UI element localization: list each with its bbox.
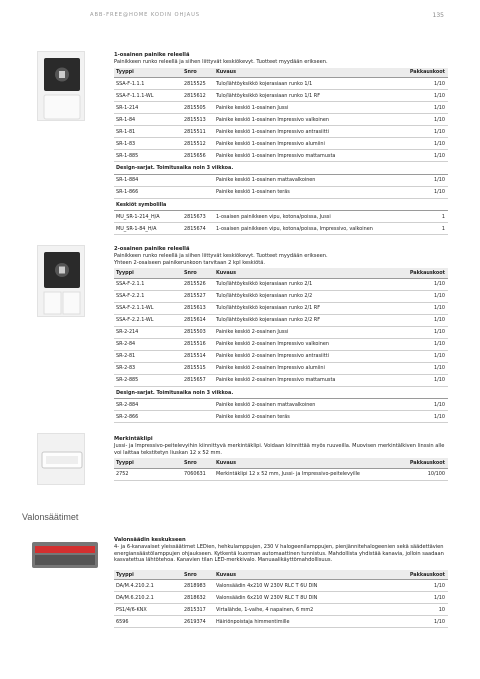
section-description: Jussi- ja Impressivo-peitelevyihin kiinnittyvä merkintäklipi. Voidaan kiinnittää myös ruuveilla. Muovisen merkintälkiven linssin alle voi laittaa tekstitetyn liuskan 12 x 52 mm. xyxy=(114,443,445,456)
table-row xyxy=(114,278,448,290)
cell: Painike keskiö 2-osainen teräs xyxy=(214,411,394,423)
table-row xyxy=(114,290,448,302)
cell: SR-1-214 xyxy=(114,102,182,114)
col-type: Tyyppi xyxy=(114,570,182,580)
cell: 1 xyxy=(394,223,448,235)
cell: 1/10 xyxy=(394,314,448,326)
col-type: Tyyppi xyxy=(114,68,182,78)
double-switch-image xyxy=(37,245,85,317)
cell: 2815511 xyxy=(182,126,214,138)
cell: SR-2-884 xyxy=(114,399,182,411)
cell: 1/10 xyxy=(394,186,448,198)
cell: 1/10 xyxy=(394,290,448,302)
cell: 2818983 xyxy=(182,580,214,592)
cell: 2815526 xyxy=(182,278,214,290)
cell xyxy=(182,174,214,186)
cell: 1/10 xyxy=(394,138,448,150)
product-table xyxy=(114,268,448,423)
table-subheading xyxy=(114,162,448,175)
cell: SR-1-84 xyxy=(114,114,182,126)
cell: 1/10 xyxy=(394,374,448,386)
cell: 7060631 xyxy=(182,468,214,480)
cell: Valonsäädin 4x210 W 230V RLC T 6U DIN xyxy=(214,580,394,592)
page-header xyxy=(90,12,444,19)
table-row xyxy=(114,138,448,150)
product-table xyxy=(114,458,448,481)
cell: 1/10 xyxy=(394,114,448,126)
cell: 6596 xyxy=(114,616,182,628)
cell: 2815512 xyxy=(182,138,214,150)
cell: 2752 xyxy=(114,468,182,480)
cell: Painike keskiö 1-osainen Impressivo valkoinen xyxy=(214,114,394,126)
cell: 2815613 xyxy=(182,302,214,314)
table-row xyxy=(114,362,448,374)
cell: 2815673 xyxy=(182,211,214,223)
single-switch-image xyxy=(37,51,85,121)
col-description: Kuvaus xyxy=(214,68,394,78)
cell: 2815657 xyxy=(182,374,214,386)
col-description: Kuvaus xyxy=(214,570,394,580)
table-row xyxy=(114,468,448,480)
cell: DA/M.4.210.2.1 xyxy=(114,580,182,592)
cell: Painike keskiö 2-osainen Impressivo mattamusta xyxy=(214,374,394,386)
col-type: Tyyppi xyxy=(114,268,182,278)
header-title: ABB-FREE@HOME KODIN OHJAUS xyxy=(90,12,200,18)
table-row xyxy=(114,114,448,126)
section-description: Painikkeen runko releellä ja siihen liittyvät keskiökevyt. Tuotteet myydään erikseen. Yhteen 2-osaiseen painikerunkoon tarvitaan 2 kpl keskiötä. xyxy=(114,253,328,266)
cell xyxy=(182,399,214,411)
cell: SR-1-83 xyxy=(114,138,182,150)
cell: 2619374 xyxy=(182,616,214,628)
cell: Painike keskiö 2-osainen Impressivo alumiini xyxy=(214,362,394,374)
cell: Tulo/lähtöyksikkö kojerasiaan runko 2/1 xyxy=(214,278,394,290)
cell: 2815516 xyxy=(182,338,214,350)
cell: Valonsäädin 6x210 W 230V RLC T 8U DIN xyxy=(214,592,394,604)
dimmer-unit-image xyxy=(32,538,98,572)
cell: 1/10 xyxy=(394,580,448,592)
cell: Tulo/lähtöyksikkö kojerasiaan runko 2/2 RF xyxy=(214,314,394,326)
cell: 2815514 xyxy=(182,350,214,362)
cell xyxy=(182,411,214,423)
cell: SR-2-83 xyxy=(114,362,182,374)
cell: 1/10 xyxy=(394,302,448,314)
cell: 1/10 xyxy=(394,411,448,423)
cell: SR-1-884 xyxy=(114,174,182,186)
col-type: Tyyppi xyxy=(114,458,182,468)
cell: Painike keskiö 2-osainen Impressivo valkoinen xyxy=(214,338,394,350)
table-row xyxy=(114,604,448,616)
cell: 2815317 xyxy=(182,604,214,616)
section-heading-dimmers: Valonsäätimet xyxy=(22,512,79,522)
cell: 1-osaisen painikkeen vipu, kotona/poissa, Impressivo, valkoinen xyxy=(214,223,394,235)
cell: Virtalähde, 1-vaihe, 4 napainen, 6 mm2 xyxy=(214,604,394,616)
cell: Design-sarjat. Toimitusaika noin 3 viikkoa. xyxy=(114,162,448,175)
product-table xyxy=(114,68,448,236)
cell xyxy=(182,186,214,198)
cell: 1/10 xyxy=(394,338,448,350)
cell: 2815614 xyxy=(182,314,214,326)
page-number: 135 xyxy=(432,12,444,19)
col-pack: Pakkauskoot xyxy=(394,268,448,278)
section-title: Valonsäädin keskukseen xyxy=(114,537,186,543)
label-clip-image xyxy=(37,433,85,485)
cell: 2815513 xyxy=(182,114,214,126)
table-row xyxy=(114,150,448,162)
table-row xyxy=(114,90,448,102)
cell: 2815503 xyxy=(182,326,214,338)
cell: 2815527 xyxy=(182,290,214,302)
cell: Painike keskiö 1-osainen Jussi xyxy=(214,102,394,114)
cell: Design-sarjat. Toimitusaika noin 3 viikkoa. xyxy=(114,386,448,399)
col-snro: Snro xyxy=(182,68,214,78)
table-row xyxy=(114,223,448,235)
cell: 1/10 xyxy=(394,326,448,338)
section-description: 4- ja 6-kanavaiset yleissäätimet LEDien, hehkulamppujen, 230 V halogeenilamppujen, pienjännitehalogeenien sekä säädettävien energiansäästölamppujen ohjaukseen. Kytkentä kuorman automaattinen tunnistus. Mahdollista yhdistää kanavia, jolloin saadaan kasvatettua lähtötehoa. Kanavien tilan LED-merkkivalo. Manuaalikäyttömahdollisuus. xyxy=(114,544,444,564)
col-description: Kuvaus xyxy=(214,268,394,278)
table-row xyxy=(114,374,448,386)
cell: 1/10 xyxy=(394,102,448,114)
cell: Tulo/lähtöyksikkö kojerasiaan runko 2/2 xyxy=(214,290,394,302)
cell: Painike keskiö 1-osainen teräs xyxy=(214,186,394,198)
section-description: Painikkeen runko releellä ja siihen liittyvät keskiökevyt. Tuotteet myydään erikseen. xyxy=(114,59,328,65)
cell: MU_SR-1-214_H/A xyxy=(114,211,182,223)
cell: 1-osaisen painikkeen vipu, kotona/poissa, Jussi xyxy=(214,211,394,223)
cell: 1 xyxy=(394,211,448,223)
cell: SR-2-866 xyxy=(114,411,182,423)
cell: SSA-F-1.1.1-WL xyxy=(114,90,182,102)
cell: Painike keskiö 1-osainen Impressivo alumiini xyxy=(214,138,394,150)
cell: 2815656 xyxy=(182,150,214,162)
cell: SR-2-84 xyxy=(114,338,182,350)
table-subheading xyxy=(114,198,448,211)
cell: Merkintäklipi 12 x 52 mm, Jussi- ja Impressivo-peitelevyille xyxy=(214,468,394,480)
table-row xyxy=(114,211,448,223)
table-row xyxy=(114,314,448,326)
col-snro: Snro xyxy=(182,268,214,278)
cell: Painike keskiö 1-osainen Impressivo mattamusta xyxy=(214,150,394,162)
cell: 2818632 xyxy=(182,592,214,604)
cell: Keskiöt symbolilla xyxy=(114,198,448,211)
cell: SR-1-81 xyxy=(114,126,182,138)
table-subheading xyxy=(114,386,448,399)
cell: 2815525 xyxy=(182,78,214,90)
table-row xyxy=(114,302,448,314)
table-row xyxy=(114,399,448,411)
table-row xyxy=(114,78,448,90)
section-single-switch xyxy=(114,52,448,235)
cell: 1/10 xyxy=(394,362,448,374)
table-row xyxy=(114,350,448,362)
section-title: 2-osainen painike releellä xyxy=(114,246,190,252)
cell: PS1/4/6-KNX xyxy=(114,604,182,616)
table-row xyxy=(114,411,448,423)
cell: SR-1-866 xyxy=(114,186,182,198)
cell: 1/10 xyxy=(394,174,448,186)
col-snro: Snro xyxy=(182,458,214,468)
cell: Tulo/lähtöyksikkö kojerasiaan runko 1/1 xyxy=(214,78,394,90)
cell: SSA-F-2.2.1 xyxy=(114,290,182,302)
cell: Häiriönpoistaja himmentimille xyxy=(214,616,394,628)
col-pack: Pakkauskoot xyxy=(394,458,448,468)
section-dimmer xyxy=(114,537,448,628)
table-row xyxy=(114,102,448,114)
cell: Tulo/lähtöyksikkö kojerasiaan runko 1/1 RF xyxy=(214,90,394,102)
section-title: 1-osainen painike releellä xyxy=(114,52,190,58)
cell: 1/10 xyxy=(394,350,448,362)
cell: 1/10 xyxy=(394,78,448,90)
cell: Tulo/lähtöyksikkö kojerasiaan runko 2/1 RF xyxy=(214,302,394,314)
cell: SSA-F-2.2.1-WL xyxy=(114,314,182,326)
cell: 1/10 xyxy=(394,150,448,162)
table-row xyxy=(114,580,448,592)
table-row xyxy=(114,186,448,198)
cell: MU_SR-1-84_H/A xyxy=(114,223,182,235)
col-snro: Snro xyxy=(182,570,214,580)
section-title: Merkintäklipi xyxy=(114,436,153,442)
product-table xyxy=(114,570,448,629)
cell: Painike keskiö 1-osainen Impressivo antrasiitti xyxy=(214,126,394,138)
table-row xyxy=(114,616,448,628)
col-description: Kuvaus xyxy=(214,458,394,468)
cell: 10/100 xyxy=(394,468,448,480)
cell: 1/10 xyxy=(394,278,448,290)
cell: 2815612 xyxy=(182,90,214,102)
cell: SR-2-885 xyxy=(114,374,182,386)
cell: Painike keskiö 2-osainen Impressivo antrasiitti xyxy=(214,350,394,362)
table-row xyxy=(114,338,448,350)
cell: 2815505 xyxy=(182,102,214,114)
col-pack: Pakkauskoot xyxy=(394,68,448,78)
cell: 2815515 xyxy=(182,362,214,374)
cell: 1/10 xyxy=(394,592,448,604)
cell: SSA-F-2.1.1-WL xyxy=(114,302,182,314)
cell: SSA-F-2.1.1 xyxy=(114,278,182,290)
cell: 1/10 xyxy=(394,90,448,102)
cell: SSA-F-1.1.1 xyxy=(114,78,182,90)
table-row xyxy=(114,126,448,138)
cell: DA/M.6.210.2.1 xyxy=(114,592,182,604)
cell: 1/10 xyxy=(394,126,448,138)
section-label-clip xyxy=(114,436,448,481)
cell: 10 xyxy=(394,604,448,616)
col-pack: Pakkauskoot xyxy=(394,570,448,580)
cell: SR-2-214 xyxy=(114,326,182,338)
cell: 1/10 xyxy=(394,616,448,628)
cell: SR-2-81 xyxy=(114,350,182,362)
table-row xyxy=(114,592,448,604)
table-row xyxy=(114,174,448,186)
cell: Painike keskiö 2-osainen mattavalkoinen xyxy=(214,399,394,411)
cell: Painike keskiö 1-osainen mattavalkoinen xyxy=(214,174,394,186)
section-double-switch xyxy=(114,246,448,423)
cell: SR-1-885 xyxy=(114,150,182,162)
cell: Painike keskiö 2-osainen Jussi xyxy=(214,326,394,338)
cell: 2815674 xyxy=(182,223,214,235)
table-row xyxy=(114,326,448,338)
cell: 1/10 xyxy=(394,399,448,411)
